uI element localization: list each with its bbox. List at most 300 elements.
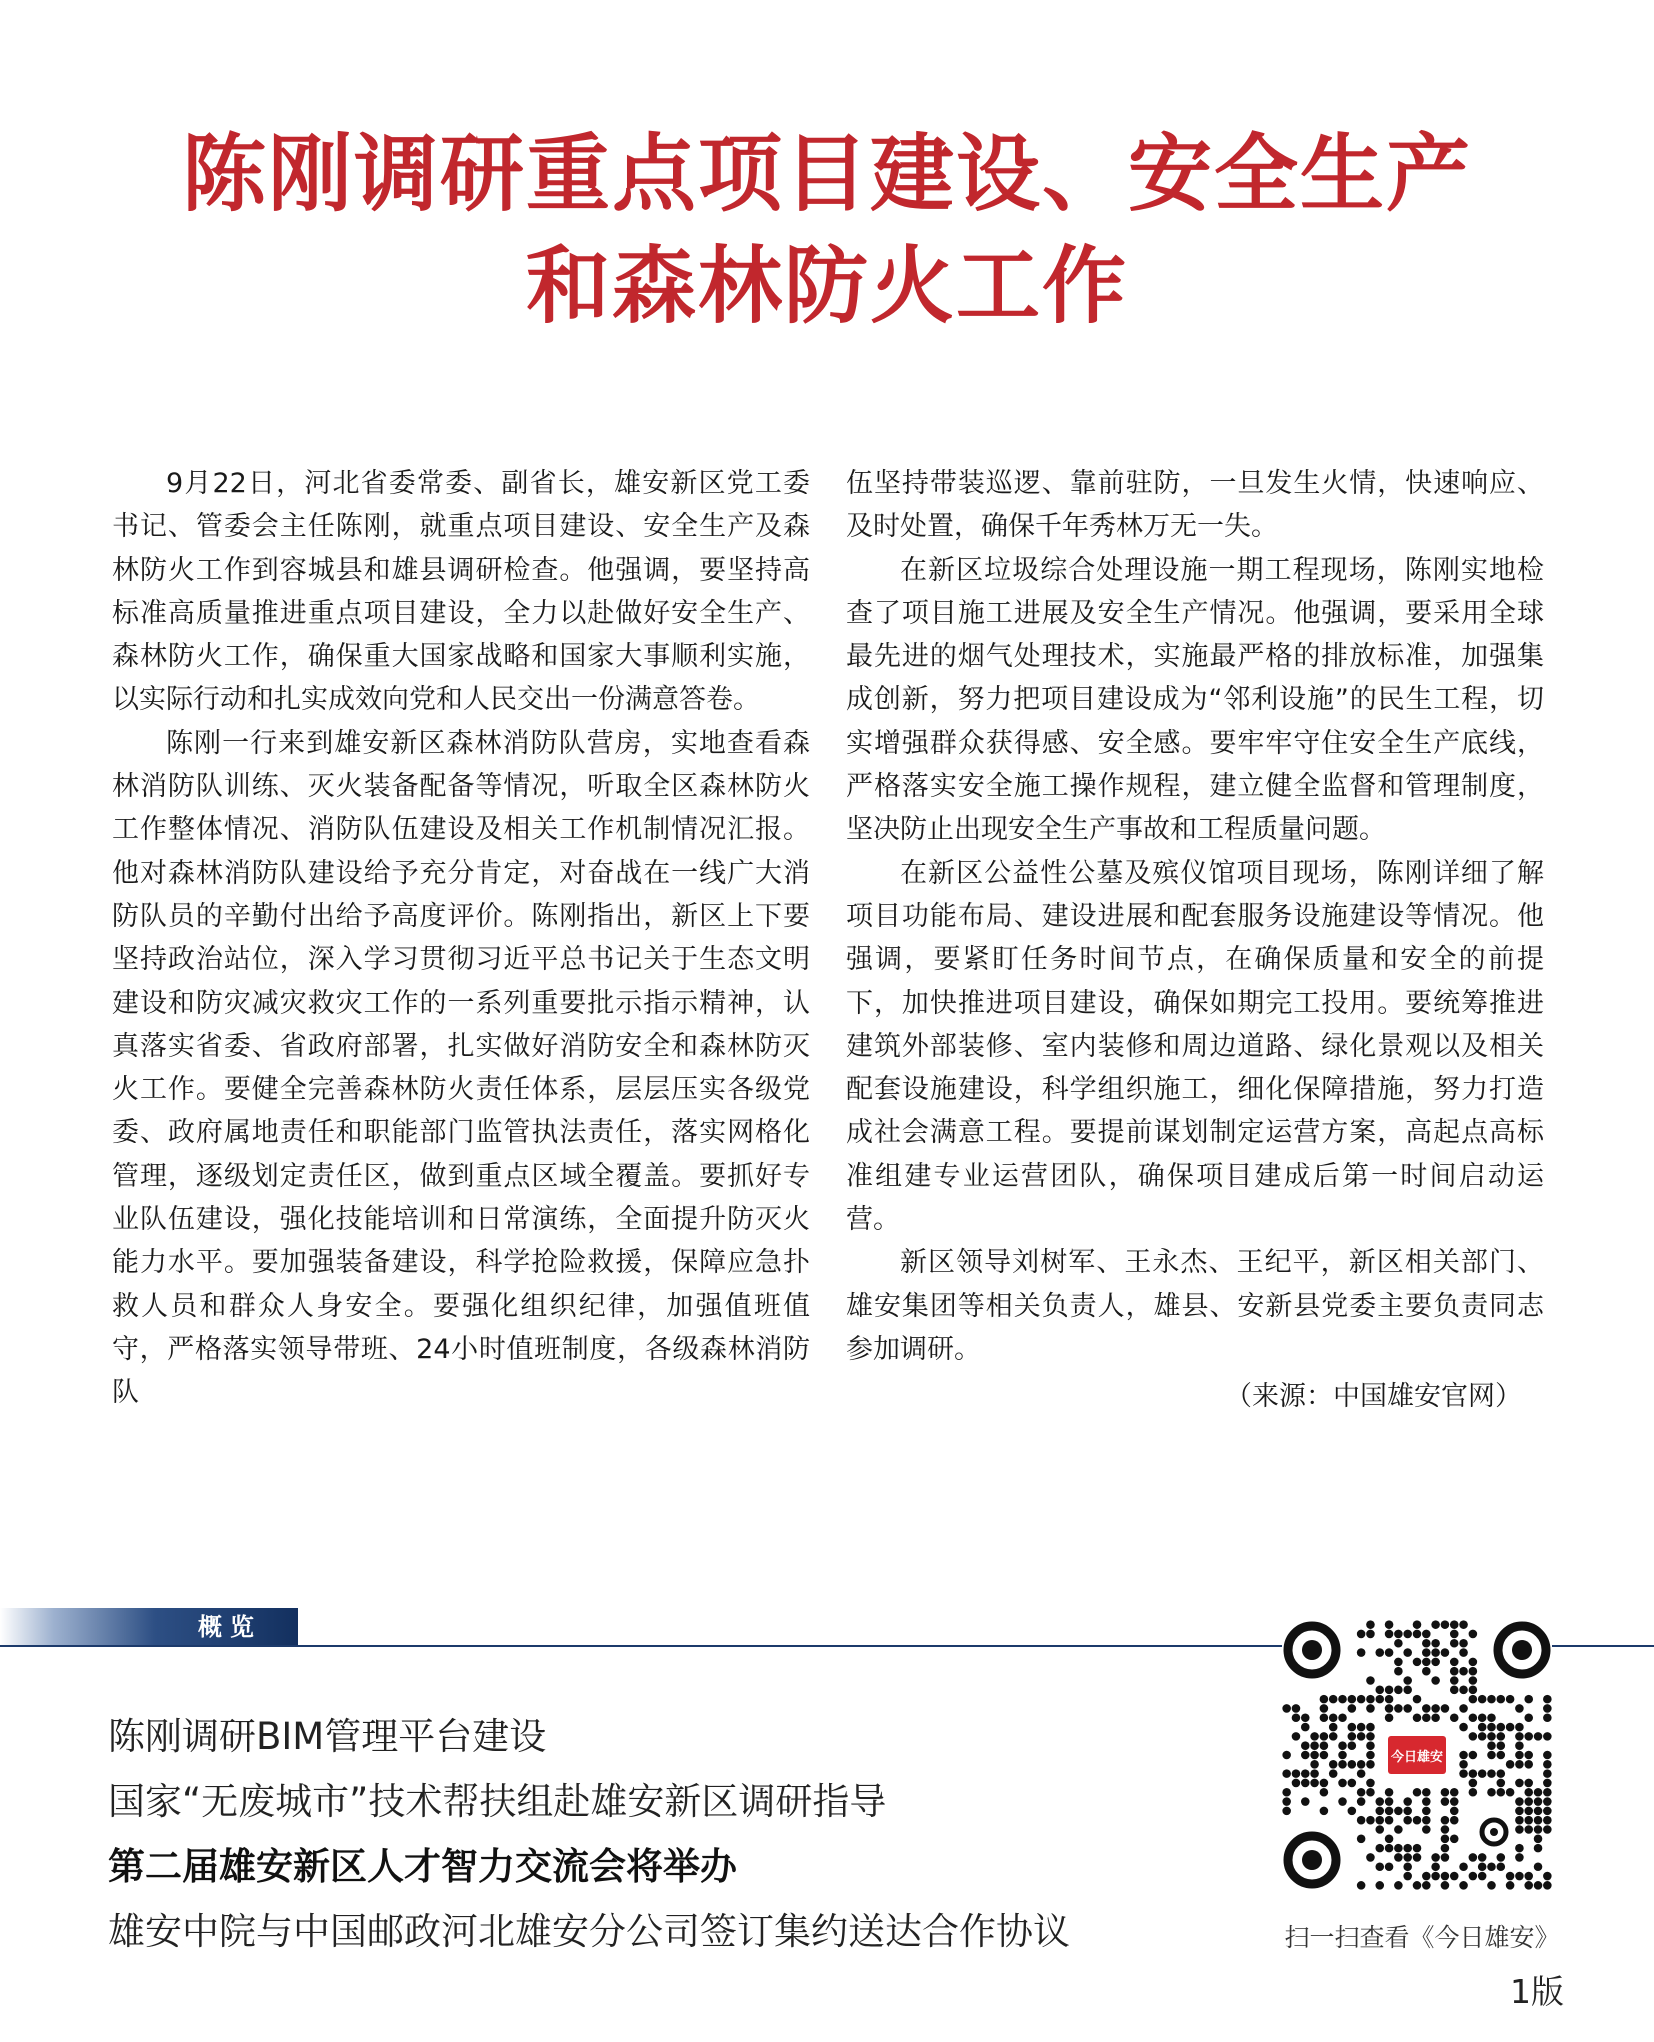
- qr-module: [1403, 1816, 1412, 1825]
- qr-module: [1441, 1844, 1450, 1853]
- qr-module: [1450, 1807, 1459, 1816]
- qr-module: [1338, 1797, 1347, 1806]
- qr-code-icon: [1282, 1620, 1552, 1890]
- qr-module: [1403, 1797, 1412, 1806]
- qr-module: [1422, 1667, 1431, 1676]
- qr-module: [1469, 1751, 1478, 1760]
- qr-module: [1543, 1872, 1552, 1881]
- qr-module: [1524, 1872, 1533, 1881]
- qr-module: [1292, 1713, 1301, 1722]
- qr-module: [1338, 1751, 1347, 1760]
- qr-module: [1534, 1732, 1543, 1741]
- qr-module: [1431, 1658, 1440, 1667]
- overview-item[interactable]: 国家“无废城市”技术帮扶组赴雄安新区调研指导: [108, 1780, 887, 1823]
- qr-module: [1422, 1648, 1431, 1657]
- qr-module: [1320, 1695, 1329, 1704]
- qr-module: [1431, 1639, 1440, 1648]
- qr-module: [1431, 1648, 1440, 1657]
- qr-module: [1366, 1751, 1375, 1760]
- qr-module: [1478, 1872, 1487, 1881]
- qr-module: [1320, 1807, 1329, 1816]
- qr-module: [1469, 1853, 1478, 1862]
- qr-module: [1543, 1769, 1552, 1778]
- qr-module: [1385, 1648, 1394, 1657]
- qr-module: [1543, 1695, 1552, 1704]
- qr-module: [1459, 1769, 1468, 1778]
- qr-module: [1422, 1825, 1431, 1834]
- qr-module: [1450, 1686, 1459, 1695]
- qr-module: [1422, 1816, 1431, 1825]
- qr-module: [1394, 1639, 1403, 1648]
- qr-module: [1282, 1788, 1291, 1797]
- qr-module: [1515, 1760, 1524, 1769]
- qr-module: [1366, 1788, 1375, 1797]
- qr-module: [1329, 1732, 1338, 1741]
- qr-module: [1487, 1713, 1496, 1722]
- qr-module: [1394, 1853, 1403, 1862]
- qr-module: [1413, 1844, 1422, 1853]
- qr-module: [1543, 1732, 1552, 1741]
- qr-module: [1394, 1807, 1403, 1816]
- qr-module: [1348, 1732, 1357, 1741]
- qr-module: [1506, 1760, 1515, 1769]
- qr-module: [1413, 1853, 1422, 1862]
- qr-module: [1394, 1881, 1403, 1890]
- qr-module: [1348, 1723, 1357, 1732]
- qr-module: [1543, 1825, 1552, 1834]
- qr-module: [1320, 1741, 1329, 1750]
- qr-module: [1403, 1853, 1412, 1862]
- qr-module: [1469, 1788, 1478, 1797]
- qr-module: [1524, 1732, 1533, 1741]
- qr-module: [1515, 1797, 1524, 1806]
- qr-module: [1497, 1779, 1506, 1788]
- qr-module: [1338, 1741, 1347, 1750]
- qr-module: [1385, 1630, 1394, 1639]
- qr-module: [1515, 1844, 1524, 1853]
- qr-module: [1543, 1788, 1552, 1797]
- qr-module: [1459, 1648, 1468, 1657]
- qr-module: [1534, 1825, 1543, 1834]
- qr-module: [1441, 1797, 1450, 1806]
- qr-module: [1469, 1686, 1478, 1695]
- qr-module: [1431, 1676, 1440, 1685]
- qr-module: [1348, 1779, 1357, 1788]
- qr-module: [1403, 1862, 1412, 1871]
- qr-module: [1301, 1751, 1310, 1760]
- qr-module: [1497, 1751, 1506, 1760]
- qr-module: [1543, 1797, 1552, 1806]
- qr-module: [1524, 1797, 1533, 1806]
- qr-module: [1357, 1881, 1366, 1890]
- qr-module: [1366, 1704, 1375, 1713]
- qr-module: [1431, 1862, 1440, 1871]
- qr-module: [1329, 1723, 1338, 1732]
- qr-module: [1524, 1751, 1533, 1760]
- article-paragraph: 陈刚一行来到雄安新区森林消防队营房，实地查看森林消防队训练、灭火装备配备等情况，听取全区森林防火工作整体情况、消防队伍建设及相关工作机制情况汇报。他对森林消防队建设给予充分肯定，对奋战在一线广大消防队员的辛勤付出给予高度评价。陈刚指出，新区上下要坚持政治站位，深入学习贯彻习近平总书记关于生态文明建设和防灾减灾救灾工作的一系列重要批示指示精神，认真落实省委、省政府部署，扎实做好消防安全和森林防灭火工作。要健全完善森林防火责任体系，层层压实各级党委、政府属地责任和职能部门监管执法责任，落实网格化管理，逐级划定责任区，做到重点区域全覆盖。要抓好专业队伍建设，强化技能培训和日常演练，全面提升防灭火能力水平。要加强装备建设，科学抢险救援，保障应急扑救人员和群众人身安全。要强化组织纪律，加强值班值守，严格落实领导带班、24小时值班制度，各级森林消防队: [112, 727, 810, 1409]
- qr-module: [1338, 1713, 1347, 1722]
- qr-module: [1375, 1844, 1384, 1853]
- qr-module: [1441, 1881, 1450, 1890]
- qr-module: [1413, 1620, 1422, 1629]
- qr-module: [1282, 1769, 1291, 1778]
- qr-module: [1422, 1658, 1431, 1667]
- qr-module: [1534, 1807, 1543, 1816]
- qr-module: [1366, 1676, 1375, 1685]
- qr-module: [1366, 1695, 1375, 1704]
- qr-module: [1534, 1881, 1543, 1890]
- overview-item[interactable]: 第二届雄安新区人才智力交流会将举办: [108, 1845, 737, 1888]
- qr-module: [1310, 1751, 1319, 1760]
- qr-module: [1292, 1732, 1301, 1741]
- article-column-right: [846, 462, 1544, 1419]
- qr-module: [1385, 1862, 1394, 1871]
- qr-module: [1543, 1704, 1552, 1713]
- qr-module: [1366, 1732, 1375, 1741]
- qr-module: [1431, 1853, 1440, 1862]
- qr-module: [1375, 1686, 1384, 1695]
- qr-module: [1357, 1769, 1366, 1778]
- qr-module: [1366, 1630, 1375, 1639]
- qr-module: [1385, 1816, 1394, 1825]
- qr-module: [1422, 1788, 1431, 1797]
- qr-module: [1469, 1779, 1478, 1788]
- qr-module: [1441, 1853, 1450, 1862]
- qr-module: [1320, 1788, 1329, 1797]
- qr-module: [1329, 1769, 1338, 1778]
- qr-module: [1534, 1816, 1543, 1825]
- qr-module: [1357, 1797, 1366, 1806]
- qr-module: [1459, 1667, 1468, 1676]
- qr-module: [1543, 1760, 1552, 1769]
- qr-module: [1469, 1732, 1478, 1741]
- qr-module: [1413, 1695, 1422, 1704]
- qr-module: [1534, 1797, 1543, 1806]
- qr-caption: 扫一扫查看《今日雄安》: [1284, 1923, 1560, 1952]
- qr-module: [1357, 1788, 1366, 1797]
- qr-module: [1357, 1816, 1366, 1825]
- qr-module: [1469, 1658, 1478, 1667]
- qr-module: [1441, 1620, 1450, 1629]
- qr-module: [1385, 1695, 1394, 1704]
- qr-module: [1338, 1779, 1347, 1788]
- qr-module: [1515, 1732, 1524, 1741]
- qr-module: [1366, 1853, 1375, 1862]
- qr-module: [1385, 1844, 1394, 1853]
- qr-module: [1515, 1807, 1524, 1816]
- qr-module: [1366, 1620, 1375, 1629]
- qr-module: [1375, 1648, 1384, 1657]
- qr-module: [1543, 1713, 1552, 1722]
- qr-module: [1357, 1630, 1366, 1639]
- qr-module: [1497, 1732, 1506, 1741]
- qr-module: [1385, 1686, 1394, 1695]
- qr-module: [1506, 1723, 1515, 1732]
- article-source: （来源：中国雄安官网）: [1225, 1381, 1522, 1413]
- qr-module: [1524, 1713, 1533, 1722]
- qr-module: [1497, 1788, 1506, 1797]
- qr-module: [1487, 1769, 1496, 1778]
- qr-module: [1282, 1704, 1291, 1713]
- qr-module: [1515, 1853, 1524, 1862]
- qr-module: [1534, 1862, 1543, 1871]
- qr-module: [1534, 1835, 1543, 1844]
- qr-module: [1375, 1881, 1384, 1890]
- qr-module: [1403, 1676, 1412, 1685]
- qr-module: [1385, 1835, 1394, 1844]
- qr-module: [1524, 1825, 1533, 1834]
- qr-module: [1329, 1760, 1338, 1769]
- qr-module: [1524, 1788, 1533, 1797]
- qr-module: [1431, 1713, 1440, 1722]
- qr-module: [1366, 1723, 1375, 1732]
- headline: [0, 118, 1654, 342]
- article-body: [112, 462, 1544, 1419]
- qr-module: [1338, 1695, 1347, 1704]
- qr-module: [1385, 1807, 1394, 1816]
- qr-module: [1413, 1630, 1422, 1639]
- qr-module: [1506, 1881, 1515, 1890]
- qr-module: [1459, 1686, 1468, 1695]
- qr-module: [1450, 1658, 1459, 1667]
- qr-module: [1366, 1741, 1375, 1750]
- qr-module: [1310, 1760, 1319, 1769]
- qr-module: [1413, 1816, 1422, 1825]
- qr-module: [1469, 1667, 1478, 1676]
- qr-module: [1441, 1648, 1450, 1657]
- qr-module: [1413, 1713, 1422, 1722]
- qr-module: [1375, 1807, 1384, 1816]
- qr-module: [1469, 1676, 1478, 1685]
- qr-module: [1320, 1713, 1329, 1722]
- qr-module: [1469, 1872, 1478, 1881]
- qr-module: [1478, 1723, 1487, 1732]
- qr-module: [1385, 1620, 1394, 1629]
- qr-module: [1282, 1751, 1291, 1760]
- qr-module: [1459, 1723, 1468, 1732]
- qr-module: [1301, 1769, 1310, 1778]
- qr-module: [1431, 1872, 1440, 1881]
- qr-module: [1497, 1695, 1506, 1704]
- qr-module: [1450, 1620, 1459, 1629]
- overview-item[interactable]: 雄安中院与中国邮政河北雄安分公司签订集约送达合作协议: [108, 1910, 1070, 1953]
- qr-module: [1487, 1751, 1496, 1760]
- qr-module: [1413, 1788, 1422, 1797]
- qr-module: [1487, 1732, 1496, 1741]
- qr-module: [1543, 1881, 1552, 1890]
- qr-module: [1357, 1732, 1366, 1741]
- qr-module: [1422, 1630, 1431, 1639]
- qr-module: [1403, 1807, 1412, 1816]
- qr-module: [1375, 1825, 1384, 1834]
- qr-module: [1394, 1844, 1403, 1853]
- qr-module: [1497, 1853, 1506, 1862]
- qr-module: [1292, 1704, 1301, 1713]
- qr-logo-text: 今日雄安: [1390, 1750, 1444, 1765]
- qr-module: [1422, 1713, 1431, 1722]
- qr-module: [1441, 1835, 1450, 1844]
- qr-module: [1394, 1686, 1403, 1695]
- qr-module: [1394, 1667, 1403, 1676]
- qr-module: [1469, 1713, 1478, 1722]
- qr-module: [1543, 1816, 1552, 1825]
- qr-module: [1320, 1704, 1329, 1713]
- qr-module: [1357, 1723, 1366, 1732]
- qr-module: [1357, 1695, 1366, 1704]
- qr-module: [1348, 1741, 1357, 1750]
- qr-module: [1320, 1779, 1329, 1788]
- qr-module: [1487, 1862, 1496, 1871]
- qr-module: [1292, 1769, 1301, 1778]
- qr-module: [1422, 1872, 1431, 1881]
- qr-module: [1403, 1648, 1412, 1657]
- qr-module: [1385, 1713, 1394, 1722]
- qr-module: [1310, 1769, 1319, 1778]
- qr-module: [1450, 1667, 1459, 1676]
- qr-module: [1543, 1779, 1552, 1788]
- qr-module: [1403, 1630, 1412, 1639]
- qr-module: [1450, 1639, 1459, 1648]
- qr-module: [1338, 1760, 1347, 1769]
- qr-module: [1478, 1732, 1487, 1741]
- qr-module: [1320, 1732, 1329, 1741]
- qr-module: [1534, 1788, 1543, 1797]
- qr-module: [1506, 1788, 1515, 1797]
- qr-module: [1301, 1741, 1310, 1750]
- qr-module: [1403, 1872, 1412, 1881]
- qr-module: [1282, 1807, 1291, 1816]
- qr-module: [1413, 1881, 1422, 1890]
- qr-module: [1394, 1704, 1403, 1713]
- qr-module: [1450, 1816, 1459, 1825]
- overview-label: 概览: [198, 1613, 262, 1641]
- qr-module: [1441, 1825, 1450, 1834]
- qr-module: [1441, 1816, 1450, 1825]
- qr-module: [1385, 1788, 1394, 1797]
- qr-module: [1515, 1704, 1524, 1713]
- article-paragraph: 在新区公益性公墓及殡仪馆项目现场，陈刚详细了解项目功能布局、建设进展和配套服务设施建设等情况。他强调，要紧盯任务时间节点，在确保质量和安全的前提下，加快推进项目建设，确保如期完工投用。要统筹推进建筑外部装修、室内装修和周边道路、绿化景观以及相关配套设施建设，科学组织施工，细化保障措施，努力打造成社会满意工程。要提前谋划制定运营方案，高起点高标准组建专业运营团队，确保项目建成后第一时间启动运营。: [846, 857, 1544, 1236]
- qr-module: [1357, 1648, 1366, 1657]
- qr-module: [1329, 1713, 1338, 1722]
- qr-module: [1506, 1872, 1515, 1881]
- qr-module: [1441, 1788, 1450, 1797]
- qr-module: [1487, 1741, 1496, 1750]
- qr-module: [1394, 1825, 1403, 1834]
- qr-module: [1375, 1695, 1384, 1704]
- qr-module: [1431, 1620, 1440, 1629]
- page-number: 1版: [1510, 1972, 1564, 2011]
- qr-module: [1459, 1620, 1468, 1629]
- article-paragraph: 9月22日，河北省委常委、副省长，雄安新区党工委书记、管委会主任陈刚，就重点项目建设、安全生产及森林防火工作到容城县和雄县调研检查。他强调，要坚持高标准高质量推进重点项目建设，全力以赴做好安全生产、森林防火工作，确保重大国家战略和国家大事顺利实施，以实际行动和扎实成效向党和人民交出一份满意答卷。: [112, 468, 810, 716]
- qr-module: [1357, 1835, 1366, 1844]
- qr-module: [1497, 1723, 1506, 1732]
- headline-line-1: 陈刚调研重点项目建设、安全生产: [181, 124, 1472, 223]
- qr-module: [1487, 1695, 1496, 1704]
- qr-module: [1301, 1797, 1310, 1806]
- qr-module: [1357, 1760, 1366, 1769]
- qr-module: [1385, 1797, 1394, 1806]
- qr-module: [1515, 1825, 1524, 1834]
- qr-module: [1348, 1760, 1357, 1769]
- qr-module: [1459, 1751, 1468, 1760]
- qr-module: [1459, 1862, 1468, 1871]
- qr-module: [1375, 1816, 1384, 1825]
- qr-module: [1487, 1723, 1496, 1732]
- qr-module: [1310, 1741, 1319, 1750]
- qr-module: [1524, 1881, 1533, 1890]
- qr-module: [1469, 1695, 1478, 1704]
- qr-module: [1422, 1639, 1431, 1648]
- qr-module: [1394, 1630, 1403, 1639]
- headline-line-2: 和森林防火工作: [525, 236, 1128, 335]
- qr-module: [1422, 1704, 1431, 1713]
- qr-module: [1292, 1779, 1301, 1788]
- qr-module: [1441, 1872, 1450, 1881]
- overview-item[interactable]: 陈刚调研BIM管理平台建设: [108, 1715, 547, 1758]
- qr-module: [1524, 1760, 1533, 1769]
- qr-module: [1543, 1751, 1552, 1760]
- qr-module: [1459, 1704, 1468, 1713]
- article-paragraph-continued: 伍坚持带装巡逻、靠前驻防，一旦发生火情，快速响应、及时处置，确保千年秀林万无一失。: [846, 468, 1544, 543]
- qr-module: [1403, 1686, 1412, 1695]
- qr-module: [1524, 1779, 1533, 1788]
- qr-module: [1515, 1816, 1524, 1825]
- qr-module: [1478, 1695, 1487, 1704]
- qr-module: [1469, 1630, 1478, 1639]
- qr-module: [1450, 1797, 1459, 1806]
- qr-module: [1487, 1788, 1496, 1797]
- qr-code[interactable]: [1282, 1620, 1552, 1890]
- qr-module: [1329, 1695, 1338, 1704]
- qr-module: [1478, 1713, 1487, 1722]
- qr-module: [1320, 1751, 1329, 1760]
- qr-module: [1422, 1881, 1431, 1890]
- qr-module: [1478, 1769, 1487, 1778]
- qr-module: [1478, 1862, 1487, 1871]
- qr-module: [1375, 1862, 1384, 1871]
- qr-module: [1459, 1639, 1468, 1648]
- qr-module: [1348, 1704, 1357, 1713]
- qr-module: [1524, 1816, 1533, 1825]
- qr-module: [1497, 1741, 1506, 1750]
- qr-module: [1450, 1872, 1459, 1881]
- qr-module: [1450, 1788, 1459, 1797]
- qr-module: [1348, 1807, 1357, 1816]
- qr-module: [1459, 1881, 1468, 1890]
- qr-module: [1366, 1760, 1375, 1769]
- article-column-left: [112, 462, 810, 1419]
- qr-module: [1310, 1732, 1319, 1741]
- qr-module: [1515, 1723, 1524, 1732]
- article-paragraph: 新区领导刘树军、王永杰、王纪平，新区相关部门、雄安集团等相关负责人，雄县、安新县党委主要负责同志参加调研。: [846, 1247, 1544, 1365]
- qr-module: [1441, 1704, 1450, 1713]
- qr-module: [1515, 1779, 1524, 1788]
- qr-module: [1413, 1658, 1422, 1667]
- qr-module: [1459, 1760, 1468, 1769]
- qr-module: [1450, 1630, 1459, 1639]
- qr-module: [1524, 1695, 1533, 1704]
- qr-module: [1403, 1704, 1412, 1713]
- qr-module: [1385, 1704, 1394, 1713]
- qr-module: [1348, 1695, 1357, 1704]
- qr-module: [1403, 1844, 1412, 1853]
- qr-module: [1422, 1807, 1431, 1816]
- qr-module: [1497, 1769, 1506, 1778]
- qr-module: [1310, 1779, 1319, 1788]
- overview-list: [108, 1704, 1070, 1964]
- qr-module: [1506, 1695, 1515, 1704]
- qr-module: [1366, 1779, 1375, 1788]
